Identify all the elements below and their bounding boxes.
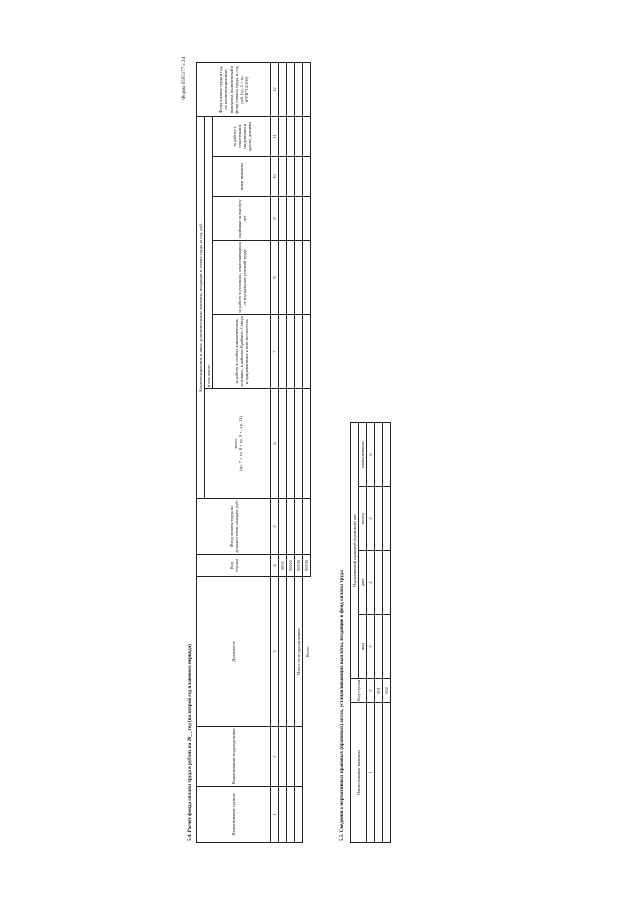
section-54-table (196, 62, 311, 843)
header-subdivision: Наименование подразделения (197, 727, 271, 787)
header-payment-name: Наименование выплаты (351, 703, 367, 843)
subtotal-row (295, 62, 303, 842)
table-row (287, 62, 295, 842)
rotated-sheet (170, 57, 470, 847)
col-number: 6 (271, 389, 279, 499)
col-number: 1 (367, 703, 375, 843)
header-act-group: Нормативный правовой (правовой) акт (351, 423, 359, 679)
header-fund-year: Фонд оплаты труда в год, по компенсационным выплатам, включенный в фонд оплаты труда, в год, руб. (гр. 5 + гр. 6*РК*12/100) (197, 62, 271, 116)
header-c9: надбавки за выслугу лет (213, 197, 271, 241)
header-c8: за работу в условиях, отклоняющихся от нормальных условий труда (213, 241, 271, 315)
col-number: 1 (271, 787, 279, 843)
col-number: 5 (271, 499, 279, 555)
subtotal-code: 00100 (295, 555, 303, 577)
section-54-title: 5.4. Расчет фонда оплаты труда в рублях на 20__ год (на второй год планового периода) (188, 644, 193, 841)
total-code: 90100 (303, 555, 311, 577)
header-c11: за работу с секретными сведениями и другие доплаты (213, 116, 271, 156)
col-number: 11 (271, 116, 279, 156)
header-act-date: дата (359, 551, 367, 615)
header-total-formula: (гр. 7 + гр. 8 + гр. 9 +...гр. 11) (237, 416, 243, 471)
header-code: Код строки (197, 555, 271, 577)
header-c7: за работу в особых климатических условиях, в районах Крайнего Севера и приравненных к ним местностях (213, 315, 271, 389)
col-number: 4 (367, 551, 375, 615)
header-act-title: наименование (359, 423, 367, 487)
table-row (279, 62, 287, 842)
col-number: 3 (367, 615, 375, 679)
col-number: 7 (271, 315, 279, 389)
col-number: 12 (271, 62, 279, 116)
total-row (303, 62, 311, 842)
table-row (383, 423, 391, 843)
col-number: 2 (367, 679, 375, 703)
col-number: 8 (271, 241, 279, 315)
header-c10: иные выплаты (213, 157, 271, 197)
header-act-number: номер (359, 487, 367, 551)
header-code: Код строки (351, 679, 367, 703)
row-code: 002 (383, 679, 391, 703)
header-name-group: Наименование группы (197, 787, 271, 843)
col-number: 6 (367, 423, 375, 487)
row-code: 001 (375, 679, 383, 703)
col-number: 4 (271, 555, 279, 577)
header-comp-group: Компенсационные и иные дополнительные выплаты, входящие в оплату труда за год, руб. (197, 116, 205, 498)
form-code: Форма 0505177 с.34 (182, 57, 187, 100)
col-number: 5 (367, 487, 375, 551)
total-label: Всего (304, 646, 310, 658)
col-number: 2 (271, 727, 279, 787)
header-total (205, 389, 271, 499)
row-code: 00002 (287, 555, 295, 577)
header-position: Должность (197, 577, 271, 727)
col-number: 3 (271, 577, 279, 727)
header-including: в том числе: (205, 116, 213, 388)
header-total-label: всего (232, 438, 238, 449)
section-55-table (350, 422, 391, 843)
row-code: 0001 (279, 555, 287, 577)
col-number: 9 (271, 197, 279, 241)
header-fund-salary: Фонд оплаты труда по должностным окладам, руб. (197, 499, 271, 555)
header-act-type: вид (359, 615, 367, 679)
col-number: 10 (271, 157, 279, 197)
section-55-title: 5.5. Сведения о нормативных правовых (правовых) актах, устанавливающих выплаты, входящие в фонд оплаты труда (340, 570, 345, 841)
subtotal-label: Итого по подразделению (295, 577, 303, 727)
table-row (375, 423, 383, 843)
